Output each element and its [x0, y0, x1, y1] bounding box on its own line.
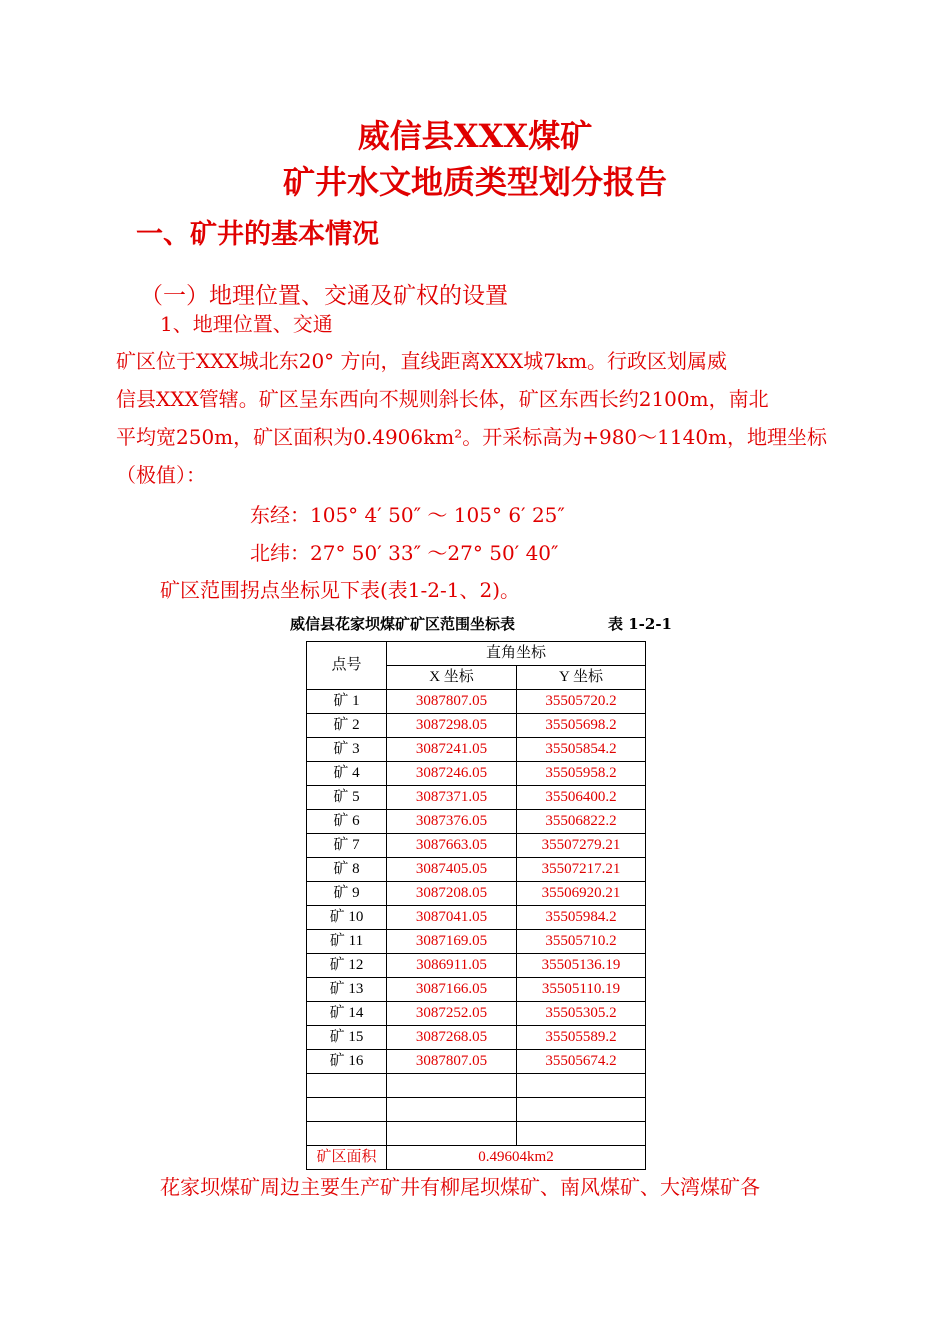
y-value: 35506920.21 [517, 882, 646, 906]
point-id: 矿 2 [307, 714, 387, 738]
y-value: 35507217.21 [517, 858, 646, 882]
y-value: 35505110.19 [517, 978, 646, 1002]
point-id: 矿 13 [307, 978, 387, 1002]
header-point: 点号 [307, 642, 387, 690]
y-value: 35505854.2 [517, 738, 646, 762]
y-value: 35507279.21 [517, 834, 646, 858]
paragraph-line: 平均宽250m，矿区面积为0.4906km²。开采标高为+980～1140m，地理坐标 [116, 425, 828, 449]
table-row [307, 738, 646, 762]
point-id: 矿 15 [307, 1026, 387, 1050]
point-id: 矿 1 [307, 690, 387, 714]
table-row [307, 906, 646, 930]
point-id: 矿 4 [307, 762, 387, 786]
table-caption: 威信县花家坝煤矿矿区范围坐标表 [290, 615, 516, 633]
subsection-heading: （一）地理位置、交通及矿权的设置 [140, 283, 508, 309]
table-row [307, 1002, 646, 1026]
table-number: 表 1-2-1 [608, 615, 672, 633]
x-value: 3087371.05 [387, 786, 517, 810]
table-row [307, 930, 646, 954]
point-id: 矿 11 [307, 930, 387, 954]
table-row [307, 762, 646, 786]
surrounding-mines-paragraph: 花家坝煤矿周边主要生产矿井有柳尾坝煤矿、南风煤矿、大湾煤矿各 [160, 1175, 760, 1199]
x-value: 3087166.05 [387, 978, 517, 1002]
area-label: 矿区面积 [307, 1146, 387, 1170]
coordinate-table [306, 641, 646, 1170]
point-id: 矿 12 [307, 954, 387, 978]
header-y: Y 坐标 [517, 666, 646, 690]
point-id: 矿 5 [307, 786, 387, 810]
paragraph-line: 矿区位于XXX城北东20° 方向，直线距离XXX城7km。行政区划属威 [116, 349, 728, 373]
empty-row [307, 1098, 646, 1122]
y-value: 35505710.2 [517, 930, 646, 954]
paragraph-line: （极值）： [116, 463, 206, 487]
x-value: 3087041.05 [387, 906, 517, 930]
item-heading: 1、地理位置、交通 [160, 312, 333, 336]
x-value: 3087807.05 [387, 690, 517, 714]
table-row [307, 954, 646, 978]
east-longitude: 东经：105° 4′ 50″ ～ 105° 6′ 25″ [250, 503, 565, 527]
point-id: 矿 7 [307, 834, 387, 858]
x-value: 3087405.05 [387, 858, 517, 882]
table-row [307, 882, 646, 906]
location-paragraph [116, 342, 840, 494]
empty-row [307, 1122, 646, 1146]
x-value: 3087268.05 [387, 1026, 517, 1050]
area-row [307, 1146, 646, 1170]
x-value: 3087298.05 [387, 714, 517, 738]
point-id: 矿 9 [307, 882, 387, 906]
y-value: 35506822.2 [517, 810, 646, 834]
x-value: 3087663.05 [387, 834, 517, 858]
y-value: 35505305.2 [517, 1002, 646, 1026]
table-row [307, 1050, 646, 1074]
x-value: 3087376.05 [387, 810, 517, 834]
area-value: 0.49604km2 [387, 1146, 646, 1170]
y-value: 35505720.2 [517, 690, 646, 714]
north-latitude: 北纬：27° 50′ 33″ ～27° 50′ 40″ [250, 541, 559, 565]
report-title-line1: 威信县XXX煤矿 [357, 117, 593, 155]
table-row [307, 834, 646, 858]
y-value: 35505698.2 [517, 714, 646, 738]
x-value: 3087807.05 [387, 1050, 517, 1074]
x-value: 3087208.05 [387, 882, 517, 906]
table-reference-paragraph: 矿区范围拐点坐标见下表(表1-2-1、2)。 [160, 578, 521, 602]
point-id: 矿 6 [307, 810, 387, 834]
y-value: 35505984.2 [517, 906, 646, 930]
header-coordinates: 直角坐标 [387, 642, 646, 666]
table-row [307, 690, 646, 714]
point-id: 矿 3 [307, 738, 387, 762]
point-id: 矿 10 [307, 906, 387, 930]
table-row [307, 858, 646, 882]
y-value: 35505674.2 [517, 1050, 646, 1074]
table-row [307, 714, 646, 738]
table-row [307, 786, 646, 810]
y-value: 35505136.19 [517, 954, 646, 978]
section-heading: 一、矿井的基本情况 [136, 219, 379, 250]
table-row [307, 978, 646, 1002]
empty-row [307, 1074, 646, 1098]
paragraph-line: 信县XXX管辖。矿区呈东西向不规则斜长体，矿区东西长约2100m，南北 [116, 387, 769, 411]
x-value: 3087246.05 [387, 762, 517, 786]
table-row [307, 1026, 646, 1050]
header-x: X 坐标 [387, 666, 517, 690]
table-row [307, 810, 646, 834]
x-value: 3087241.05 [387, 738, 517, 762]
x-value: 3087169.05 [387, 930, 517, 954]
y-value: 35506400.2 [517, 786, 646, 810]
report-title-line2: 矿井水文地质类型划分报告 [282, 163, 667, 201]
y-value: 35505958.2 [517, 762, 646, 786]
x-value: 3087252.05 [387, 1002, 517, 1026]
y-value: 35505589.2 [517, 1026, 646, 1050]
point-id: 矿 16 [307, 1050, 387, 1074]
point-id: 矿 14 [307, 1002, 387, 1026]
x-value: 3086911.05 [387, 954, 517, 978]
point-id: 矿 8 [307, 858, 387, 882]
